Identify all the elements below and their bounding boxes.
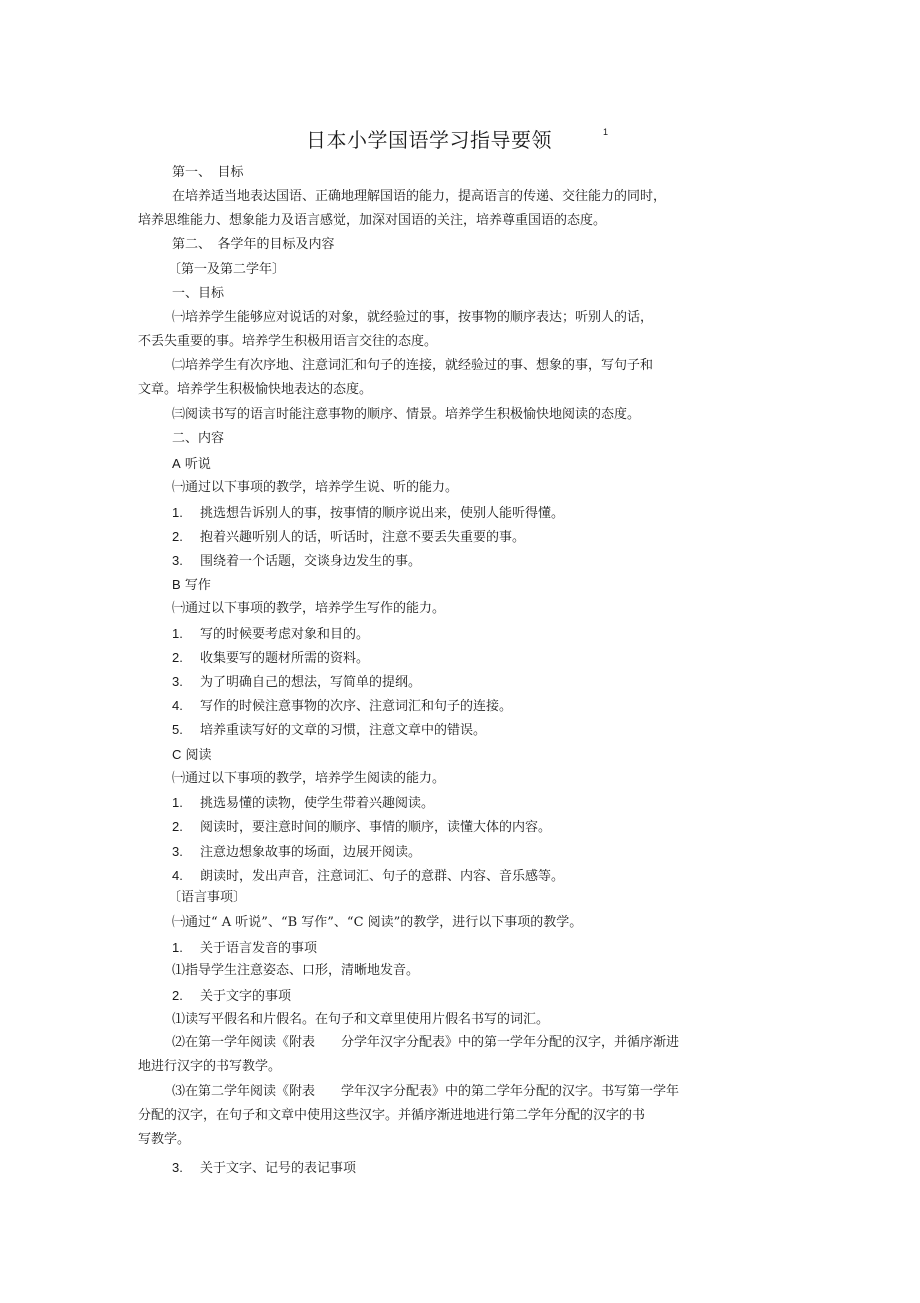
list-item <box>172 674 421 691</box>
list-item <box>172 988 291 1005</box>
sub-item-line: 分配的汉字，在句子和文章中使用这些汉字。并循序渐进地进行第二学年分配的汉字的书 <box>138 1108 646 1123</box>
item-text: 抱着兴趣听别人的话，听话时，注意不要丢失重要的事。 <box>200 530 526 545</box>
item-text: 培养重读写好的文章的习惯，注意文章中的错误。 <box>200 723 487 738</box>
item-number: 3. <box>172 674 183 689</box>
section-1-paragraph-line: 在培养适当地表达国语、正确地理解国语的能力，提高语言的传递、交往能力的同时， <box>172 189 667 204</box>
document-title: 日本小学国语学习指导要领 <box>306 128 552 152</box>
subsection-letter: A <box>172 456 181 471</box>
item-text: 注意边想象故事的场面，边展开阅读。 <box>200 845 422 860</box>
list-item <box>172 553 421 570</box>
language-items-heading: 〔语言事项〕 <box>168 890 247 905</box>
language-items-intro: ㈠通过“ A 听说”、“B 写作”、“C 阅读”的教学，进行以下事项的教学。 <box>172 915 583 930</box>
item-number: 4. <box>172 868 183 883</box>
subsection-letter: C <box>172 747 182 762</box>
subsection-intro: ㈠通过以下事项的教学，培养学生写作的能力。 <box>172 601 446 616</box>
item-text: 写作的时候注意事物的次序、注意词汇和句子的连接。 <box>200 699 513 714</box>
sub-item-line: ⑶在第二学年阅读《附表 学年汉字分配表》中的第二学年分配的汉字。书写第一学年 <box>172 1084 680 1099</box>
item-number: 4. <box>172 698 183 713</box>
list-item <box>172 940 317 957</box>
goal-line: 文章。培养学生积极愉快地表达的态度。 <box>138 382 373 397</box>
subsection-label: 写作 <box>184 578 211 593</box>
item-number: 3. <box>172 553 183 568</box>
list-item <box>172 529 525 546</box>
item-text: 收集要写的题材所需的资料。 <box>200 651 370 666</box>
item-text: 关于文字的事项 <box>200 989 292 1004</box>
list-item <box>172 626 369 643</box>
item-number: 2. <box>172 819 183 834</box>
list-item <box>172 795 434 812</box>
subsection-intro: ㈠通过以下事项的教学，培养学生说、听的能力。 <box>172 480 459 495</box>
list-item <box>172 722 486 739</box>
item-number: 1. <box>172 505 183 520</box>
sub-item-line: 地进行汉字的书写教学。 <box>138 1059 282 1074</box>
list-item <box>172 844 421 861</box>
item-text: 挑选想告诉别人的事，按事情的顺序说出来，使别人能听得懂。 <box>200 506 565 521</box>
goal-line: 不丢失重要的事。培养学生积极用语言交往的态度。 <box>138 334 438 349</box>
item-number: 2. <box>172 650 183 665</box>
goal-line: ㈡培养学生有次序地、注意词汇和句子的连接，就经验过的事、想象的事，写句子和 <box>172 358 654 373</box>
sub-item-line: ⑵在第一学年阅读《附表 分学年汉字分配表》中的第一学年分配的汉字，并循序渐进 <box>172 1035 680 1050</box>
list-item <box>172 650 369 667</box>
item-text: 挑选易懂的读物，使学生带着兴趣阅读。 <box>200 796 435 811</box>
item-text: 关于语言发音的事项 <box>200 941 318 956</box>
item-text: 朗读时，发出声音，注意词汇、句子的意群、内容、音乐感等。 <box>200 869 565 884</box>
grade-heading: 〔第一及第二学年〕 <box>168 262 286 277</box>
subsection-a-heading <box>172 456 211 473</box>
subsection-label: 阅读 <box>185 748 212 763</box>
item-number: 1. <box>172 795 183 810</box>
item-text: 写的时候要考虑对象和目的。 <box>200 627 370 642</box>
subsection-c-heading <box>172 747 212 764</box>
list-item <box>172 505 564 522</box>
goal-line: ㈠培养学生能够应对说话的对象，就经验过的事，按事物的顺序表达；听别人的话， <box>172 310 654 325</box>
item-number: 1. <box>172 626 183 641</box>
goals-heading: 一、目标 <box>172 286 225 301</box>
list-item <box>172 868 564 885</box>
section-1-paragraph-line: 培养思维能力、想象能力及语言感觉，加深对国语的关注，培养尊重国语的态度。 <box>138 213 607 228</box>
item-number: 3. <box>172 844 183 859</box>
title-footnote-mark: 1 <box>603 127 609 137</box>
item-number: 3. <box>172 1160 183 1175</box>
item-number: 5. <box>172 722 183 737</box>
item-text: 围绕着一个话题，交谈身边发生的事。 <box>200 554 422 569</box>
item-number: 2. <box>172 529 183 544</box>
list-item <box>172 1160 356 1177</box>
subsection-b-heading <box>172 577 211 594</box>
list-item <box>172 698 512 715</box>
subsection-intro: ㈠通过以下事项的教学，培养学生阅读的能力。 <box>172 771 446 786</box>
item-number: 1. <box>172 940 183 955</box>
item-text: 阅读时，要注意时间的顺序、事情的顺序，读懂大体的内容。 <box>200 820 552 835</box>
subsection-letter: B <box>172 577 181 592</box>
sub-item-line: ⑴读写平假名和片假名。在句子和文章里使用片假名书写的词汇。 <box>172 1012 550 1027</box>
sub-item-line: ⑴指导学生注意姿态、口形，清晰地发音。 <box>172 963 420 978</box>
item-number: 2. <box>172 988 183 1003</box>
section-2-heading: 第二、 各学年的目标及内容 <box>172 237 335 252</box>
list-item <box>172 819 551 836</box>
goal-line: ㈢阅读书写的语言时能注意事物的顺序、情景。培养学生积极愉快地阅读的态度。 <box>172 407 641 422</box>
section-1-heading: 第一、 目标 <box>172 165 244 180</box>
subsection-label: 听说 <box>184 457 211 472</box>
content-heading: 二、内容 <box>172 431 225 446</box>
item-text: 关于文字、记号的表记事项 <box>200 1161 357 1176</box>
sub-item-line: 写教学。 <box>138 1132 191 1147</box>
item-text: 为了明确自己的想法，写简单的提纲。 <box>200 675 422 690</box>
